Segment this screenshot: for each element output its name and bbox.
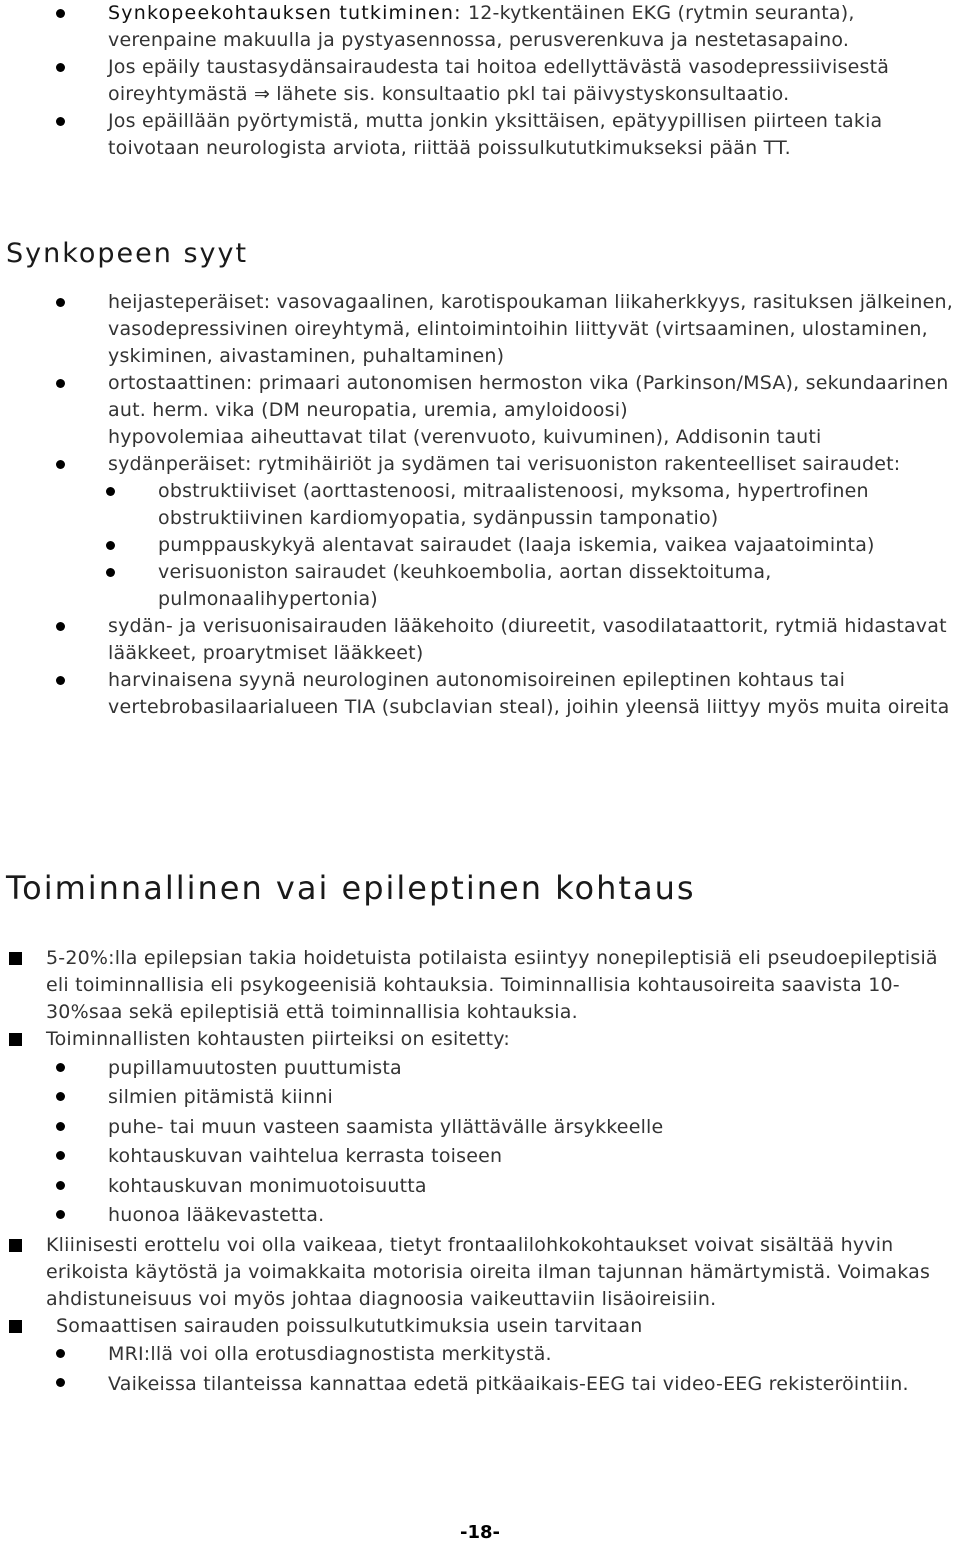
sub-list-item [0, 532, 960, 559]
list-item-text: Jos epäillään pyörtymistä, mutta jonkin yksittäisen, epätyypillisen piirteen takia toivotaan neurologista arviota, riittää poissulkututkimukseksi pään TT. [108, 110, 883, 159]
list-item-text: kohtauskuvan monimuotoisuutta [108, 1174, 427, 1197]
paragraph-features-intro: Toiminnallisten kohtausten piirteiksi on esitetty: [0, 1026, 960, 1053]
list-item-text: 12-kytkentäinen EKG (rytmin seuranta), verenpaine makuulla ja pystyasennossa, perusverenkuva ja nestetasapaino. [108, 2, 855, 51]
list-item [0, 1054, 960, 1083]
page-number: -18- [460, 1522, 500, 1543]
list-item [0, 424, 960, 451]
list-item-text: heijasteperäiset: vasovagaalinen, karotispoukaman liikaherkkyys, rasituksen jälkeinen, vasodepressivinen oireyhtymä, elintoimintoihin liittyvät (virtsaaminen, ulostaminen, yskiminen, aivastaminen, puhaltaminen) [108, 291, 954, 367]
top-bullet-list [0, 0, 930, 162]
list-item-text: huonoa lääkevastetta. [108, 1204, 325, 1227]
tests-list [0, 1340, 960, 1398]
list-item-text: MRI:llä voi olla erotusdiagnostista merkitystä. [108, 1343, 552, 1366]
list-item [0, 1340, 960, 1369]
list-item-text: Vaikeissa tilanteissa kannattaa edetä pitkäaikais-EEG tai video-EEG rekisteröintiin. [108, 1373, 909, 1396]
list-item [0, 1083, 960, 1112]
list-item [0, 451, 960, 478]
paragraph-clinical-difficulty: Kliinisesti erottelu voi olla vaikeaa, tietyt frontaalilohkokohtaukset voivat sisältää hyvin erikoista käytöstä ja voimakkaita motorisia oireita ilman tajunnan hämärtymistä. Voimakas ahdistuneisuus voi myös johtaa diagnoosia vaikeuttaviin lisäoireisiin. [0, 1232, 960, 1313]
list-item-text: hypovolemiaa aiheuttavat tilat (verenvuoto, kuivuminen), Addisonin tauti [108, 426, 822, 448]
list-item-text: Jos epäily taustasydänsairaudesta tai hoitoa edellyttävästä vasodepressiivisestä oireyhtymästä ⇒ lähete sis. konsultaatio pkl tai päivystyskonsultaatio. [108, 56, 890, 105]
list-item-text: verisuoniston sairaudet (keuhkoembolia, aortan dissektoituma, pulmonaalihypertonia) [158, 561, 772, 610]
section-heading-toiminnallinen: Toiminnallinen vai epileptinen kohtaus [6, 869, 696, 907]
list-item [0, 1369, 960, 1398]
list-item [0, 1142, 960, 1171]
list-item [0, 667, 960, 721]
list-item-text: silmien pitämistä kiinni [108, 1086, 333, 1109]
list-item [0, 108, 930, 162]
list-item-text: puhe- tai muun vasteen saamista yllättävälle ärsykkeelle [108, 1115, 664, 1138]
features-list [0, 1054, 960, 1230]
list-item [0, 0, 930, 54]
list-item-text: harvinaisena syynä neurologinen autonomisoireinen epileptinen kohtaus tai vertebrobasilaarialueen TIA (subclavian steal), joihin yleensä liittyy myös muita oireita [108, 669, 950, 718]
list-item [0, 54, 930, 108]
causes-list [0, 289, 960, 721]
list-item-text: obstruktiiviset (aorttastenoosi, mitraalistenoosi, myksoma, hypertrofinen obstruktiivinen kardiomyopatia, sydänpussin tamponatio) [158, 480, 869, 529]
paragraph-somatic-tests: Somaattisen sairauden poissulkututkimuksia usein tarvitaan [0, 1313, 960, 1340]
paragraph-prevalence: 5-20%:lla epilepsian takia hoidetuista potilaista esiintyy nonepileptisiä eli pseudoepileptisiä eli toiminnallisia eli psykogeenisiä kohtauksia. Toiminnallisia kohtausoireita saavista 10-30%saa sekä epileptisiä että toiminnallisia kohtauksia. [0, 945, 960, 1026]
list-item-lead: Synkopeekohtauksen tutkiminen: [108, 2, 462, 24]
list-item [0, 613, 960, 667]
sub-list-item [0, 559, 960, 613]
list-item [0, 370, 960, 424]
list-item-text: ortostaattinen: primaari autonomisen hermoston vika (Parkinson/MSA), sekundaarinen aut. herm. vika (DM neuropatia, uremia, amyloidoosi) [108, 372, 949, 421]
list-item-text: pumppauskykyä alentavat sairaudet (laaja iskemia, vaikea vajaatoiminta) [158, 534, 875, 556]
section-heading-synkopeen-syyt: Synkopeen syyt [6, 238, 249, 269]
functional-seizure-section [0, 945, 960, 1398]
sub-list-item [0, 478, 960, 532]
list-item [0, 289, 960, 370]
list-item [0, 1172, 960, 1201]
list-item-text: kohtauskuvan vaihtelua kerrasta toiseen [108, 1145, 503, 1168]
list-item [0, 1113, 960, 1142]
list-item-text: sydänperäiset: rytmihäiriöt ja sydämen tai verisuoniston rakenteelliset sairaudet: [108, 453, 901, 475]
list-item-text: pupillamuutosten puuttumista [108, 1057, 402, 1079]
list-item-text: sydän- ja verisuonisairauden lääkehoito (diureetit, vasodilataattorit, rytmiä hidastavat lääkkeet, proarytmiset lääkkeet) [108, 615, 947, 664]
list-item [0, 1201, 960, 1230]
